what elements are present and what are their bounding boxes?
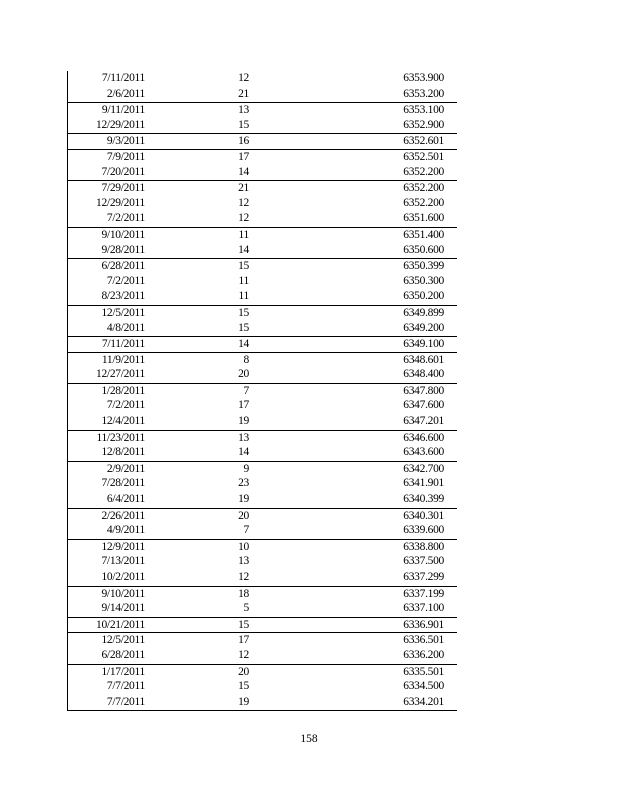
date-cell: 9/11/2011 xyxy=(101,104,145,117)
date-cell: 11/23/2011 xyxy=(96,431,145,444)
value-cell: 6353.200 xyxy=(403,87,444,100)
table-row xyxy=(68,492,457,508)
table-row xyxy=(68,165,457,181)
count-cell: 14 xyxy=(238,446,249,459)
value-cell: 6340.399 xyxy=(403,493,444,506)
date-cell: 2/26/2011 xyxy=(101,509,145,522)
table-row xyxy=(68,321,457,337)
date-cell: 4/9/2011 xyxy=(106,524,145,537)
table-row xyxy=(68,508,457,524)
date-cell: 9/10/2011 xyxy=(101,228,145,241)
value-cell: 6347.201 xyxy=(403,415,444,428)
count-cell: 21 xyxy=(238,87,249,100)
table-row xyxy=(68,336,457,352)
count-cell: 15 xyxy=(238,306,249,319)
date-cell: 12/29/2011 xyxy=(96,196,145,209)
table-row xyxy=(68,211,457,227)
date-cell: 8/23/2011 xyxy=(101,290,145,303)
date-cell: 7/9/2011 xyxy=(106,150,145,163)
table-row xyxy=(68,445,457,461)
value-cell: 6334.201 xyxy=(403,695,444,708)
value-cell: 6350.200 xyxy=(403,290,444,303)
count-cell: 16 xyxy=(238,135,249,148)
value-cell: 6335.501 xyxy=(403,665,444,678)
table-row xyxy=(68,430,457,446)
table-row xyxy=(68,258,457,274)
count-cell: 19 xyxy=(238,415,249,428)
date-cell: 12/9/2011 xyxy=(101,540,145,553)
count-cell: 18 xyxy=(238,587,249,600)
count-cell: 8 xyxy=(243,353,249,366)
count-cell: 20 xyxy=(238,665,249,678)
date-cell: 6/28/2011 xyxy=(101,260,145,273)
value-cell: 6349.100 xyxy=(403,338,444,351)
table-row xyxy=(68,180,457,196)
table-row xyxy=(68,679,457,695)
value-cell: 6346.600 xyxy=(403,431,444,444)
value-cell: 6340.301 xyxy=(403,509,444,522)
value-cell: 6351.400 xyxy=(403,228,444,241)
table-row xyxy=(68,461,457,477)
value-cell: 6348.400 xyxy=(403,368,444,381)
count-cell: 12 xyxy=(238,72,249,84)
count-cell: 19 xyxy=(238,493,249,506)
value-cell: 6349.899 xyxy=(403,306,444,319)
table-row xyxy=(68,352,457,368)
count-cell: 15 xyxy=(238,680,249,693)
table-row xyxy=(68,71,457,87)
value-cell: 6350.399 xyxy=(403,260,444,273)
table-row xyxy=(68,695,457,711)
count-cell: 15 xyxy=(238,260,249,273)
value-cell: 6352.501 xyxy=(403,150,444,163)
count-cell: 9 xyxy=(243,462,249,475)
count-cell: 17 xyxy=(238,634,249,647)
date-cell: 7/7/2011 xyxy=(106,680,145,693)
value-cell: 6336.200 xyxy=(403,648,444,661)
table-row xyxy=(68,196,457,212)
value-cell: 6341.901 xyxy=(403,477,444,490)
value-cell: 6352.200 xyxy=(403,182,444,195)
count-cell: 15 xyxy=(238,321,249,334)
count-cell: 11 xyxy=(238,290,249,303)
count-cell: 20 xyxy=(238,509,249,522)
value-cell: 6352.900 xyxy=(403,118,444,131)
value-cell: 6352.601 xyxy=(403,135,444,148)
count-cell: 11 xyxy=(238,228,249,241)
value-cell: 6352.200 xyxy=(403,196,444,209)
date-cell: 7/11/2011 xyxy=(101,72,145,84)
count-cell: 23 xyxy=(238,477,249,490)
table-row xyxy=(68,414,457,430)
table-row xyxy=(68,632,457,648)
value-cell: 6342.700 xyxy=(403,462,444,475)
date-cell: 9/14/2011 xyxy=(101,602,145,615)
date-cell: 7/20/2011 xyxy=(101,165,145,178)
count-cell: 21 xyxy=(238,182,249,195)
date-cell: 9/10/2011 xyxy=(101,587,145,600)
date-cell: 7/2/2011 xyxy=(106,212,145,225)
count-cell: 10 xyxy=(238,540,249,553)
table-row xyxy=(68,648,457,664)
value-cell: 6334.500 xyxy=(403,680,444,693)
count-cell: 11 xyxy=(238,274,249,287)
table-row xyxy=(68,617,457,633)
date-cell: 9/28/2011 xyxy=(101,243,145,256)
data-table xyxy=(67,71,457,711)
table-row xyxy=(68,586,457,602)
table-row xyxy=(68,118,457,134)
date-cell: 12/8/2011 xyxy=(101,446,145,459)
date-cell: 7/2/2011 xyxy=(106,274,145,287)
count-cell: 19 xyxy=(238,695,249,708)
value-cell: 6336.901 xyxy=(403,618,444,631)
date-cell: 7/29/2011 xyxy=(101,182,145,195)
value-cell: 6350.600 xyxy=(403,243,444,256)
table-row xyxy=(68,87,457,103)
date-cell: 7/2/2011 xyxy=(106,399,145,412)
count-cell: 12 xyxy=(238,196,249,209)
value-cell: 6347.800 xyxy=(403,384,444,397)
date-cell: 7/28/2011 xyxy=(101,477,145,490)
date-cell: 4/8/2011 xyxy=(106,321,145,334)
value-cell: 6351.600 xyxy=(403,212,444,225)
table-row xyxy=(68,305,457,321)
count-cell: 7 xyxy=(243,384,249,397)
table-row xyxy=(68,664,457,680)
date-cell: 12/5/2011 xyxy=(101,306,145,319)
date-cell: 9/3/2011 xyxy=(106,135,145,148)
count-cell: 15 xyxy=(238,118,249,131)
value-cell: 6352.200 xyxy=(403,165,444,178)
table-row xyxy=(68,601,457,617)
table-row xyxy=(68,289,457,305)
count-cell: 12 xyxy=(238,212,249,225)
value-cell: 6337.100 xyxy=(403,602,444,615)
table-row xyxy=(68,398,457,414)
count-cell: 12 xyxy=(238,648,249,661)
count-cell: 7 xyxy=(243,524,249,537)
count-cell: 12 xyxy=(238,571,249,583)
value-cell: 6338.800 xyxy=(403,540,444,553)
table-row xyxy=(68,227,457,243)
date-cell: 2/9/2011 xyxy=(106,462,145,475)
table-row xyxy=(68,383,457,399)
value-cell: 6343.600 xyxy=(403,446,444,459)
date-cell: 2/6/2011 xyxy=(106,87,145,100)
value-cell: 6350.300 xyxy=(403,274,444,287)
count-cell: 20 xyxy=(238,368,249,381)
table-row xyxy=(68,149,457,165)
date-cell: 12/4/2011 xyxy=(101,415,145,428)
table-row xyxy=(68,243,457,259)
table-row xyxy=(68,274,457,290)
count-cell: 14 xyxy=(238,243,249,256)
table-row xyxy=(68,476,457,492)
date-cell: 12/29/2011 xyxy=(96,118,145,131)
count-cell: 13 xyxy=(238,431,249,444)
count-cell: 14 xyxy=(238,338,249,351)
date-cell: 1/17/2011 xyxy=(101,665,145,678)
count-cell: 17 xyxy=(238,150,249,163)
date-cell: 7/11/2011 xyxy=(101,338,145,351)
value-cell: 6347.600 xyxy=(403,399,444,412)
page-number: 158 xyxy=(300,733,318,745)
date-cell: 12/5/2011 xyxy=(101,634,145,647)
count-cell: 13 xyxy=(238,555,249,568)
count-cell: 15 xyxy=(238,618,249,631)
date-cell: 6/4/2011 xyxy=(106,493,145,506)
value-cell: 6353.100 xyxy=(403,104,444,117)
value-cell: 6337.199 xyxy=(403,587,444,600)
count-cell: 13 xyxy=(238,104,249,117)
table-row xyxy=(68,133,457,149)
date-cell: 6/28/2011 xyxy=(101,648,145,661)
table-row xyxy=(68,102,457,118)
table-row xyxy=(68,554,457,570)
value-cell: 6337.500 xyxy=(403,555,444,568)
count-cell: 14 xyxy=(238,165,249,178)
date-cell: 10/2/2011 xyxy=(101,571,145,583)
table-row xyxy=(68,539,457,555)
value-cell: 6336.501 xyxy=(403,634,444,647)
date-cell: 7/7/2011 xyxy=(106,695,145,708)
date-cell: 11/9/2011 xyxy=(101,353,145,366)
date-cell: 12/27/2011 xyxy=(96,368,145,381)
value-cell: 6337.299 xyxy=(403,571,444,583)
date-cell: 1/28/2011 xyxy=(101,384,145,397)
table-row xyxy=(68,523,457,539)
value-cell: 6353.900 xyxy=(403,72,444,84)
date-cell: 10/21/2011 xyxy=(96,618,145,631)
date-cell: 7/13/2011 xyxy=(101,555,145,568)
table-row xyxy=(68,367,457,383)
table-row xyxy=(68,570,457,586)
count-cell: 5 xyxy=(243,602,249,615)
count-cell: 17 xyxy=(238,399,249,412)
value-cell: 6348.601 xyxy=(403,353,444,366)
value-cell: 6349.200 xyxy=(403,321,444,334)
value-cell: 6339.600 xyxy=(403,524,444,537)
